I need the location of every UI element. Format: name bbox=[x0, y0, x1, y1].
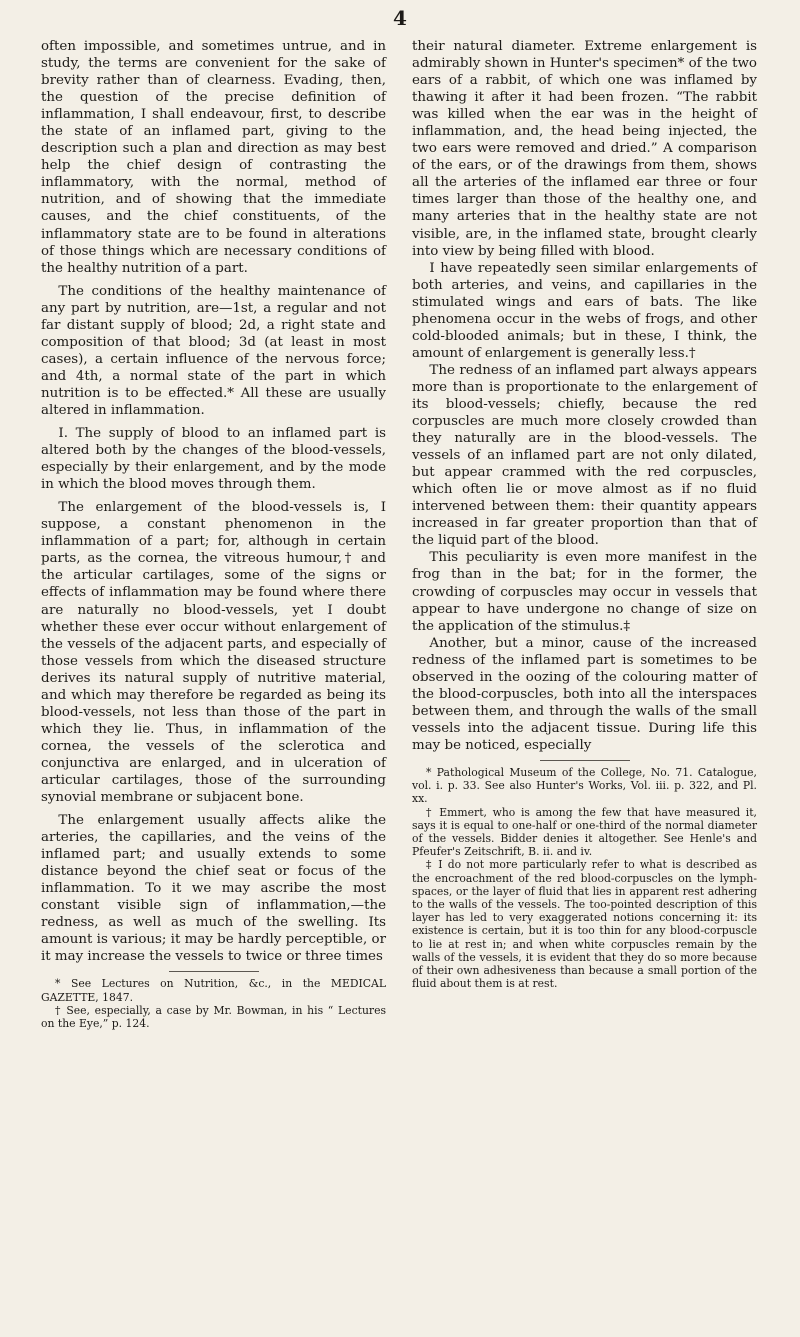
page-number: 4 bbox=[393, 6, 407, 30]
right-column bbox=[412, 38, 757, 990]
paragraph: The conditions of the healthy maintenance of any part by nutrition, are—1st, a regular and not far distant supply of blood; 2d, a right state and composition of that blood; 3d (at least in most cases), a certain influence of the nervous force; and 4th, a normal state of the part in which nutrition is to be effected.* All these are usually altered in inflammation. bbox=[41, 283, 386, 418]
footnote: * See Lectures on Nutrition, &c., in the MEDICAL GAZETTE, 1847. bbox=[41, 977, 386, 1004]
footnote-divider bbox=[169, 971, 259, 972]
footnote-divider bbox=[540, 760, 630, 761]
paragraph: This peculiarity is even more manifest in the frog than in the bat; for in the former, the crowding of corpuscles may occur in vessels that appear to have undergone no change of size on the application of the stimulus.‡ bbox=[412, 550, 757, 634]
paragraph: often impossible, and sometimes untrue, and in study, the terms are convenient for the sake of brevity rather than of clearness. Evading, then, the question of the precise definition of inflammation, I shall endeavour, first, to describe the state of an inflamed part, giving to the description such a plan and direction as may best help the chief design of contrasting the inflammatory, with the normal, method of nutrition, and of showing that the immediate causes, and the chief constituents, of the inflammatory state are to be found in alterations of those things which are necessary conditions of the healthy nutrition of a part. bbox=[41, 39, 386, 276]
footnote: † See, especially, a case by Mr. Bowman, in his “ Lectures on the Eye,” p. 124. bbox=[41, 1003, 386, 1031]
paragraph: The enlargement of the blood-vessels is, I suppose, a constant phenomenon in the inflammation of a part; for, although in certain parts, as the cornea, the vitreous humour,† and the articular cartilages, some of the signs or effects of inflammation may be found where there are naturally no blood-vessels, yet I doubt whether these ever occur without enlargement of the vessels of the adjacent parts, and especially of those vessels from which the diseased structure derives its natural supply of nutritive material, and which may therefore be regarded as being its blood-vessels, not less than those of the part in which they lie. Thus, in inflammation of the cornea, the vessels of the sclerotica and conjunctiva are enlarged, and in ulceration of articular cartilages, those of the surrounding synovial membrane or subjacent bone. bbox=[41, 500, 386, 806]
paragraph: their natural diameter. Extreme enlargement is admirably shown in Hunter's specimen* of the two ears of a rabbit, of which one was inflamed by thawing it after it had been frozen. “The rabbit was killed when the ear was in the height of inflammation, and, the head being injected, the two ears were removed and dried.” A comparison of the ears, or of the drawings from them, shows all the arteries of the inflamed ear three or four times larger than those of the healthy one, and many arteries that in the healthy state are not visible, are, in the inflamed state, brought clearly into view by being filled with blood. bbox=[412, 39, 757, 259]
paragraph: I have repeatedly seen similar enlargements of both arteries, and veins, and capillaries in the stimulated wings and ears of bats. The like phenomena occur in the webs of frogs, and other cold-blooded animals; but in these, I think, the amount of enlargement is generally less.† bbox=[412, 260, 757, 361]
footnote: ‡ I do not more particularly refer to what is described as the encroachment of the red blood-corpuscles on the lymph-spaces, or the layer of fluid that lies in apparent rest adhering to the walls of the vessels. The too-pointed description of this layer has led to very exaggerated notions concerning it: its existence is certain, but it is too thin for any blood-corpuscle to lie at rest in; and when white corpuscles remain by the walls of the vessels, it is evident that they do so more because of their own adhesiveness than because a small portion of the fluid about them is at rest. bbox=[412, 858, 757, 991]
footnote: † Emmert, who is among the few that have measured it, says it is equal to one-half or one-third of the normal diameter of the vessels. Bidder denies it altogether. See Henle's and Pfeufer's Zeitschrift, B. ii. and iv. bbox=[412, 805, 757, 859]
paragraph: The enlargement usually affects alike the arteries, the capillaries, and the veins of the inflamed part; and usually extends to some distance beyond the chief seat or focus of the inflammation. To it we may ascribe the most constant visible sign of inflammation,—the redness, as well as much of the swelling. Its amount is various; it may be hardly perceptible, or it may increase the vessels to twice or three times bbox=[41, 813, 386, 965]
footnote: * Pathological Museum of the College, No. 71. Catalogue, vol. i. p. 33. See also Hunter's Works, Vol. iii. p. 322, and Pl. xx. bbox=[412, 765, 757, 806]
left-column bbox=[41, 38, 386, 1030]
paragraph: I. The supply of blood to an inflamed part is altered both by the changes of the blood-vessels, especially by their enlargement, and by the mode in which the blood moves through them. bbox=[41, 426, 386, 493]
paragraph: The redness of an inflamed part always appears more than is proportionate to the enlargement of its blood-vessels; chiefly, because the red corpuscles are much more closely crowded than they naturally are in the blood-vessels. The vessels of an inflamed part are not only dilated, but appear crammed with the red corpuscles, which often lie or move almost as if no fluid intervened between them: their quantity appears increased in far greater proportion than that of the liquid part of the blood. bbox=[412, 362, 757, 549]
paragraph: Another, but a minor, cause of the increased redness of the inflamed part is sometimes to be observed in the oozing of the colouring matter of the blood-corpuscles, both into all the interspaces between them, and through the walls of the small vessels into the adjacent tissue. During life this may be noticed, especially bbox=[412, 635, 757, 753]
